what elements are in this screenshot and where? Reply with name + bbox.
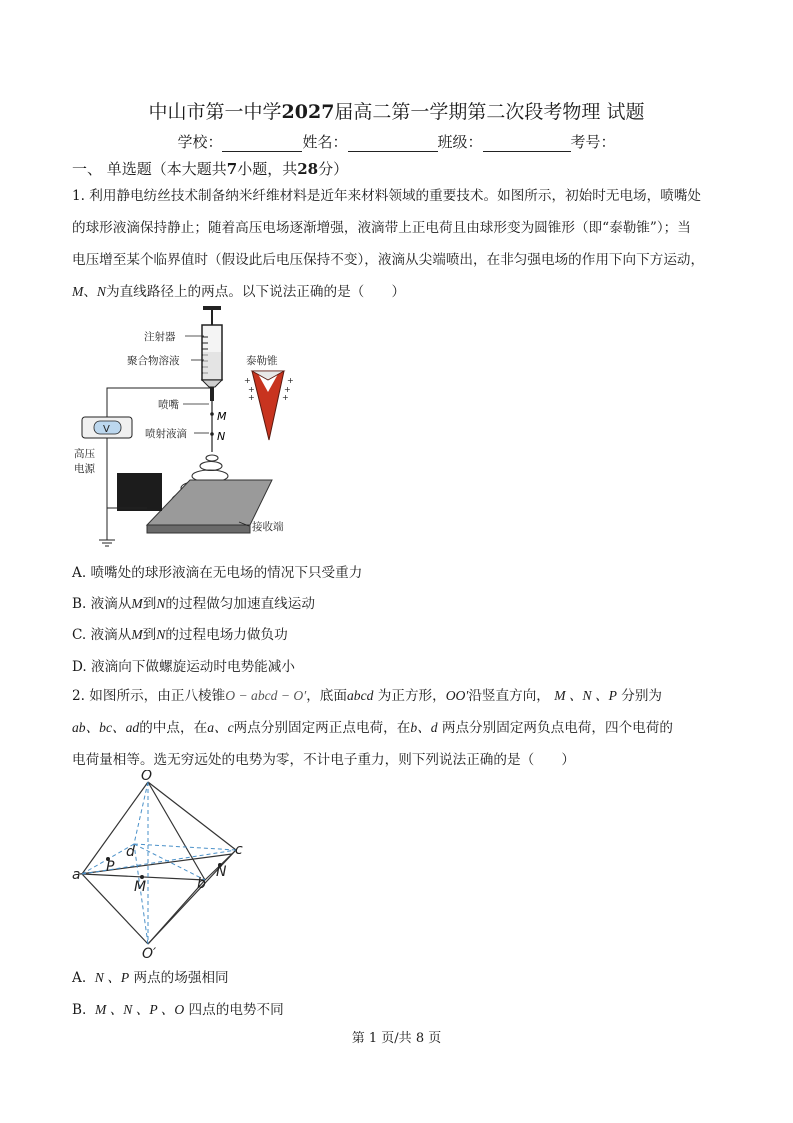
q2-a-post: 两点的场强相同: [133, 970, 229, 986]
q2-l1-d: 沿竖直方向，: [468, 688, 550, 704]
point-p-label: P: [106, 859, 115, 875]
q2-formula-axis: OO′: [445, 688, 469, 703]
taylor-cone-icon: [252, 371, 284, 440]
voltmeter-label: V: [103, 424, 110, 435]
syringe-label: 注射器: [144, 331, 176, 343]
q1-var-n: N: [96, 284, 106, 299]
q1-option-d[interactable]: D. 液滴向下做螺旋运动时电势能减小: [72, 659, 295, 675]
q1-c-m: M: [131, 627, 143, 642]
q2-formula-points: M 、N 、P: [554, 688, 617, 703]
q2-a-formula: N 、P: [94, 970, 130, 985]
q2-line-2: [72, 712, 762, 744]
q2-b-post: 四点的电势不同: [188, 1002, 284, 1018]
q2-l2-a: 的中点，在: [139, 720, 208, 736]
q1-c-pre: C. 液滴从: [72, 627, 132, 643]
student-info-line: [0, 131, 793, 152]
class-blank[interactable]: [483, 137, 571, 152]
solution-label: 聚合物溶液: [127, 355, 180, 367]
plus-1: +: [244, 376, 251, 385]
plus-2: +: [248, 385, 255, 394]
q1-b-mid: 到: [142, 596, 157, 612]
q2-a-pre: A.: [72, 970, 87, 986]
vertex-o-label: O: [141, 770, 153, 784]
q1-option-a[interactable]: A. 喷嘴处的球形液滴在无电场的情况下只受重力: [72, 565, 363, 581]
octahedron-edges: [80, 782, 236, 944]
section-heading: [72, 158, 348, 179]
vertex-a-label: a: [72, 867, 81, 883]
name-blank[interactable]: [348, 137, 438, 152]
plus-4: +: [287, 376, 294, 385]
q2-l1-a: 2. 如图所示，由正八棱锥: [72, 688, 226, 704]
section-mid: 小题，共: [237, 160, 298, 178]
q1-sep: 、: [83, 284, 97, 300]
q1-c-mid: 到: [142, 627, 157, 643]
hv-label-2: 电源: [74, 463, 95, 475]
q1-line-4-rest: 为直线路径上的两点。以下说法正确的是（ ）: [106, 284, 406, 300]
title-part2: 届高二第一学期第二次段考物理 试题: [334, 101, 645, 123]
q1-b-n: N: [156, 596, 166, 611]
vertex-d-label: d: [126, 844, 135, 860]
q2-formula-pyramid: O − abcd − O′: [225, 688, 307, 703]
q1-line-2: 的球形液滴保持静止；随着高压电场逐渐增强，液滴带上正电荷且由球形变为圆锥形（即“泰勒锥”）；当: [72, 220, 691, 236]
octahedron-diagram: [70, 770, 260, 962]
q2-formula-edges: ab、bc、ad: [72, 720, 140, 735]
q2-l1-c: 为正方形，: [377, 688, 446, 704]
point-m-label: M: [134, 879, 147, 895]
collector-label: 接收端: [252, 521, 284, 533]
exam-no-label: 考号：: [570, 133, 616, 151]
vertex-o2-label: O′: [142, 946, 157, 962]
q2-line-1: [72, 680, 762, 712]
label-m: M: [217, 410, 227, 423]
vertex-b-label: b: [197, 876, 206, 892]
section-label: 一、 单选题（本大题共: [72, 160, 227, 178]
q1-var-m: M: [72, 284, 84, 299]
section-count: 7: [226, 160, 238, 178]
point-n: [210, 432, 214, 436]
q1-line-3: 电压增至某个临界值时（假设此后电压保持不变），液滴从尖端喷出，在非匀强电场的作用下向下方运动，: [72, 252, 705, 268]
q2-l1-b: ，底面: [306, 688, 347, 704]
q1-c-n: N: [156, 627, 166, 642]
jet-label: 喷射液滴: [145, 428, 187, 440]
q2-l1-e: 分别为: [621, 688, 663, 704]
q2-formula-base: abcd: [347, 688, 374, 703]
name-label: 姓名：: [302, 133, 348, 151]
vertex-c-label: c: [235, 842, 243, 858]
hv-label-1: 高压: [74, 448, 95, 460]
q1-c-post: 的过程电场力做负功: [165, 627, 288, 643]
question-1-stem: [72, 180, 752, 308]
plus-3: +: [248, 393, 255, 402]
q2-b-pre: B.: [72, 1002, 87, 1018]
plus-5: +: [284, 385, 291, 394]
q2-formula-bd: b、d: [410, 720, 438, 735]
q1-b-pre: B. 液滴从: [72, 596, 132, 612]
q1-b-m: M: [131, 596, 143, 611]
nozzle-label: 喷嘴: [158, 399, 179, 411]
q2-l2-c: 两点分别固定两负点电荷，四个电荷的: [441, 720, 673, 736]
title-year: 2027: [281, 101, 335, 123]
class-label: 班级：: [437, 133, 483, 151]
page-footer: 第 1 页/共 8 页: [351, 1031, 442, 1046]
section-score: 28: [297, 160, 319, 178]
q1-b-post: 的过程做匀加速直线运动: [165, 596, 315, 612]
plus-6: +: [282, 393, 289, 402]
point-n-label: N: [216, 864, 227, 880]
q2-b-formula: M 、N 、P 、O: [94, 1002, 185, 1017]
q2-l2-b: 两点分别固定两正点电荷，在: [233, 720, 411, 736]
school-blank[interactable]: [222, 137, 302, 152]
electrospinning-diagram: [72, 300, 312, 555]
label-n: N: [217, 430, 226, 443]
page-title: [0, 97, 793, 124]
question-2-stem: [72, 680, 762, 776]
q2-line-3: 电荷量相等。选无穷远处的电势为零，不计电子重力，则下列说法正确的是（ ）: [72, 752, 575, 768]
taylor-label: 泰勒锥: [246, 355, 278, 367]
q1-option-b[interactable]: [72, 592, 315, 612]
q2-option-b[interactable]: [72, 998, 284, 1018]
school-label: 学校：: [177, 133, 223, 151]
q1-option-c[interactable]: [72, 623, 288, 643]
point-m: [210, 412, 214, 416]
title-part1: 中山市第一中学: [148, 101, 282, 123]
section-end: 分）: [318, 160, 349, 178]
q1-line-1: 1. 利用静电纺丝技术制备纳米纤维材料是近年来材料领域的重要技术。如图所示，初始时无电场，喷嘴处: [72, 188, 702, 204]
q2-formula-ac: a、c: [207, 720, 234, 735]
syringe-icon: [202, 306, 222, 401]
q2-option-a[interactable]: [72, 966, 229, 986]
fiber-mat-image: [117, 473, 162, 511]
